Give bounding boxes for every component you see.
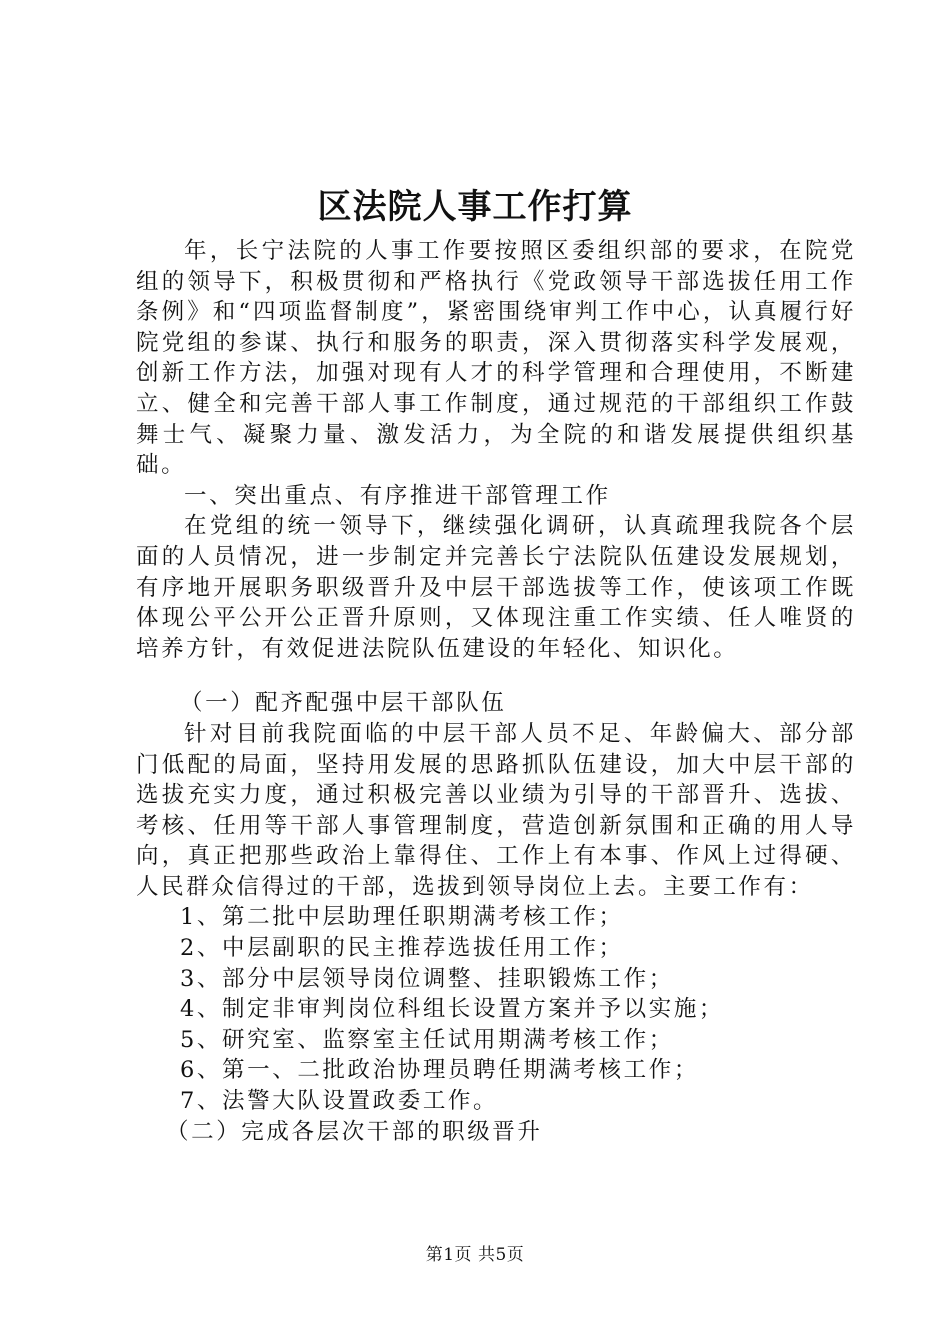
- section-paragraph-1: 在党组的统一领导下，继续强化调研，认真疏理我院各个层面的人员情况，进一步制定并完善长宁法院队伍建设发展规划，有序地开展职务职级晋升及中层干部选拔等工作，使该项工作既体现公平公开公正晋升原则，又体现注重工作实绩、任人唯贤的培养方针，有效促进法院队伍建设的年轻化、知识化。: [136, 513, 856, 662]
- list-item: 2、中层副职的民主推荐选拔任用工作；: [180, 935, 624, 962]
- list-item: 5、研究室、监察室主任试用期满考核工作；: [180, 1026, 674, 1053]
- subsection-heading-2: （二）完成各层次干部的职级晋升: [166, 1118, 543, 1145]
- list-item: 7、法警大队设置政委工作。: [180, 1088, 499, 1115]
- list-item: 1、第二批中层助理任职期满考核工作；: [180, 904, 624, 931]
- subsection-paragraph-1: 针对目前我院面临的中层干部人员不足、年龄偏大、部分部门低配的局面，坚持用发展的思路抓队伍建设，加大中层干部的选拔充实力度，通过积极完善以业绩为引导的干部晋升、选拔、考核、任用等干部人事管理制度，营造创新氛围和正确的用人导向，真正把那些政治上靠得住、工作上有本事、作风上过得硬、人民群众信得过的干部，选拔到领导岗位上去。主要工作有：: [136, 720, 856, 900]
- list-item: 4、制定非审判岗位科组长设置方案并予以实施；: [180, 996, 725, 1023]
- document-title: 区法院人事工作打算: [317, 187, 633, 227]
- section-heading-1: 一、突出重点、有序推进干部管理工作: [184, 482, 611, 509]
- intro-paragraph: 年，长宁法院的人事工作要按照区委组织部的要求，在院党组的领导下，积极贯彻和严格执行《党政领导干部选拔任用工作条例》和“四项监督制度”，紧密围绕审判工作中心，认真履行好院党组的参谋、执行和服务的职责，深入贯彻落实科学发展观，创新工作方法，加强对现有人才的科学管理和合理使用，不断建立、健全和完善干部人事工作制度，通过规范的干部组织工作鼓舞士气、凝聚力量、激发活力，为全院的和谐发展提供组织基础。: [136, 238, 856, 479]
- subsection-heading-1: （一）配齐配强中层干部队伍: [180, 690, 507, 717]
- page-footer: 第1页 共5页: [425, 1245, 525, 1265]
- document-body: [136, 236, 856, 1147]
- list-item: 6、第一、二批政治协理员聘任期满考核工作；: [180, 1057, 699, 1084]
- list-item: 3、部分中层领导岗位调整、挂职锻炼工作；: [180, 965, 674, 992]
